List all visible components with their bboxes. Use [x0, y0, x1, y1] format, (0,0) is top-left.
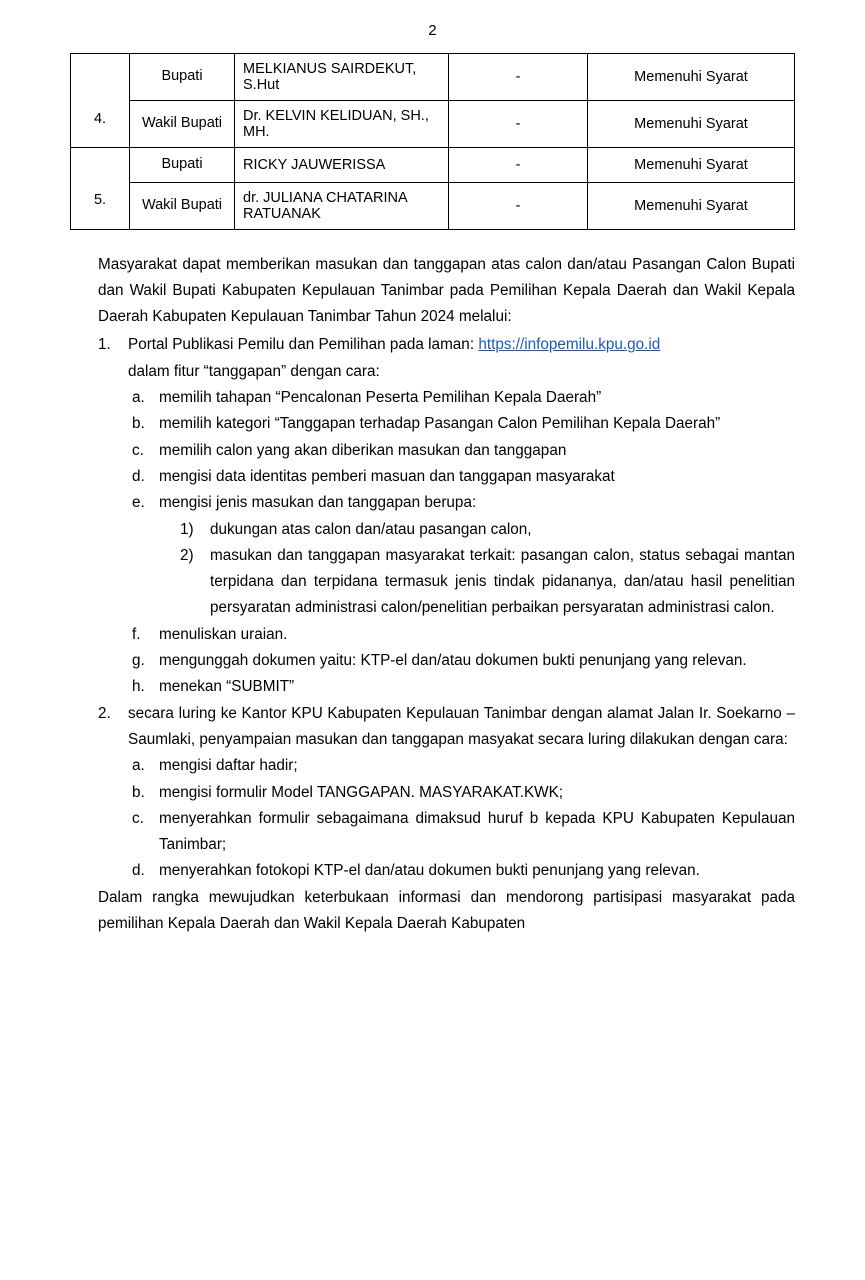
candidate-name: Dr. KELVIN KELIDUAN, SH., MH.	[235, 101, 449, 148]
list-content: menyerahkan fotokopi KTP-el dan/atau dokumen bukti penunjang yang relevan.	[159, 862, 700, 880]
list-content: memilih tahapan “Pencalonan Peserta Pemilihan Kepala Daerah”	[159, 389, 602, 407]
infopemilu-link[interactable]: https://infopemilu.kpu.go.id	[478, 336, 661, 354]
candidate-name: dr. JULIANA CHATARINA RATUANAK	[235, 182, 449, 229]
list-item	[70, 385, 795, 411]
list-content: menyerahkan formulir sebagaimana dimaksud huruf b kepada KPU Kabupaten Kepulauan Tanimbar;	[159, 809, 795, 854]
photo-cell: -	[449, 54, 588, 101]
list-marker: e.	[132, 494, 145, 512]
list-item	[70, 622, 795, 648]
list-item	[70, 490, 795, 516]
list-item	[70, 543, 795, 622]
table-row	[71, 101, 795, 148]
list-item	[70, 464, 795, 490]
status-cell: Memenuhi Syarat	[588, 148, 795, 183]
list-item	[70, 674, 795, 700]
list-content: mengunggah dokumen yaitu: KTP-el dan/atau dokumen bukti penunjang yang relevan.	[159, 652, 747, 670]
photo-cell: -	[449, 182, 588, 229]
photo-cell: -	[449, 101, 588, 148]
row-number	[71, 148, 130, 183]
row-number: 4.	[71, 101, 130, 148]
list-marker: a.	[132, 389, 145, 407]
list-content: mengisi jenis masukan dan tanggapan berupa:	[159, 494, 477, 512]
position-label: Bupati	[130, 54, 235, 101]
status-cell: Memenuhi Syarat	[588, 182, 795, 229]
list-marker: f.	[132, 625, 141, 643]
list-content: mengisi data identitas pemberi masuan dan tanggapan masyarakat	[159, 467, 615, 485]
row-number: 5.	[71, 182, 130, 229]
main-list	[70, 332, 795, 884]
table-row	[71, 54, 795, 101]
list-content: memilih calon yang akan diberikan masukan dan tanggapan	[159, 441, 567, 459]
status-cell: Memenuhi Syarat	[588, 101, 795, 148]
photo-cell: -	[449, 148, 588, 183]
list-marker: d.	[132, 862, 145, 880]
list-item	[70, 332, 795, 385]
position-label: Bupati	[130, 148, 235, 183]
list-content: dukungan atas calon dan/atau pasangan calon,	[210, 520, 532, 538]
list-marker: b.	[132, 783, 145, 801]
list-content: mengisi formulir Model TANGGAPAN. MASYARAKAT.KWK;	[159, 783, 564, 801]
list-marker: d.	[132, 467, 145, 485]
list-content: masukan dan tanggapan masyarakat terkait: pasangan calon, status sebagai mantan terpidana dan terpidana termasuk jenis tindak pidananya, dan/atau hasil penelitian persyaratan administrasi calon/penelitian perbaikan persyaratan administrasi calon.	[210, 546, 795, 617]
list-marker: b.	[132, 415, 145, 433]
list-item	[70, 780, 795, 806]
list-content: memilih kategori “Tanggapan terhadap Pasangan Calon Pemilihan Kepala Daerah”	[159, 415, 721, 433]
list-content: menekan “SUBMIT”	[159, 678, 295, 696]
list-marker: h.	[132, 678, 145, 696]
list-item	[70, 648, 795, 674]
candidate-name: RICKY JAUWERISSA	[235, 148, 449, 183]
list-marker: c.	[132, 441, 144, 459]
intro-paragraph: Masyarakat dapat memberikan masukan dan tanggapan atas calon dan/atau Pasangan Calon Bupati dan Wakil Bupati Kabupaten Kepulauan Tanimbar pada Pemilihan Kepala Daerah dan Wakil Kepala Daerah Kabupaten Kepulauan Tanimbar Tahun 2024 melalui:	[98, 255, 795, 326]
list-item	[70, 701, 795, 754]
list-marker: 2.	[98, 704, 111, 722]
list-content: mengisi daftar hadir;	[159, 757, 298, 775]
item1-text-before-link: Portal Publikasi Pemilu dan Pemilihan pada laman:	[128, 336, 475, 354]
list-marker: a.	[132, 757, 145, 775]
list-item	[70, 858, 795, 884]
list-content: secara luring ke Kantor KPU Kabupaten Kepulauan Tanimbar dengan alamat Jalan Ir. Soekarno – Saumlaki, penyampaian masukan dan tanggapan masyakat secara luring dilakukan dengan cara:	[128, 704, 795, 748]
position-label: Wakil Bupati	[130, 182, 235, 229]
table-row	[71, 148, 795, 183]
list-marker: g.	[132, 652, 145, 670]
table-row	[71, 182, 795, 229]
page-number: 2	[428, 22, 437, 39]
row-number	[71, 54, 130, 101]
list-content	[128, 332, 795, 385]
list-item	[70, 438, 795, 464]
list-item	[70, 411, 795, 437]
list-item	[70, 517, 795, 543]
candidate-table	[70, 53, 795, 230]
list-marker: 1.	[98, 336, 111, 354]
position-label: Wakil Bupati	[130, 101, 235, 148]
closing-paragraph: Dalam rangka mewujudkan keterbukaan informasi dan mendorong partisipasi masyarakat pada pemilihan Kepala Daerah dan Wakil Kepala Daerah Kabupaten	[98, 888, 795, 932]
list-item	[70, 753, 795, 779]
candidate-name: MELKIANUS SAIRDEKUT, S.Hut	[235, 54, 449, 101]
list-marker: 1)	[180, 520, 194, 538]
list-marker: 2)	[180, 546, 194, 564]
item1-text-after-link: dalam fitur “tanggapan” dengan cara:	[128, 362, 380, 380]
list-marker: c.	[132, 809, 144, 827]
list-content: menuliskan uraian.	[159, 625, 288, 643]
status-cell: Memenuhi Syarat	[588, 54, 795, 101]
list-item	[70, 806, 795, 859]
